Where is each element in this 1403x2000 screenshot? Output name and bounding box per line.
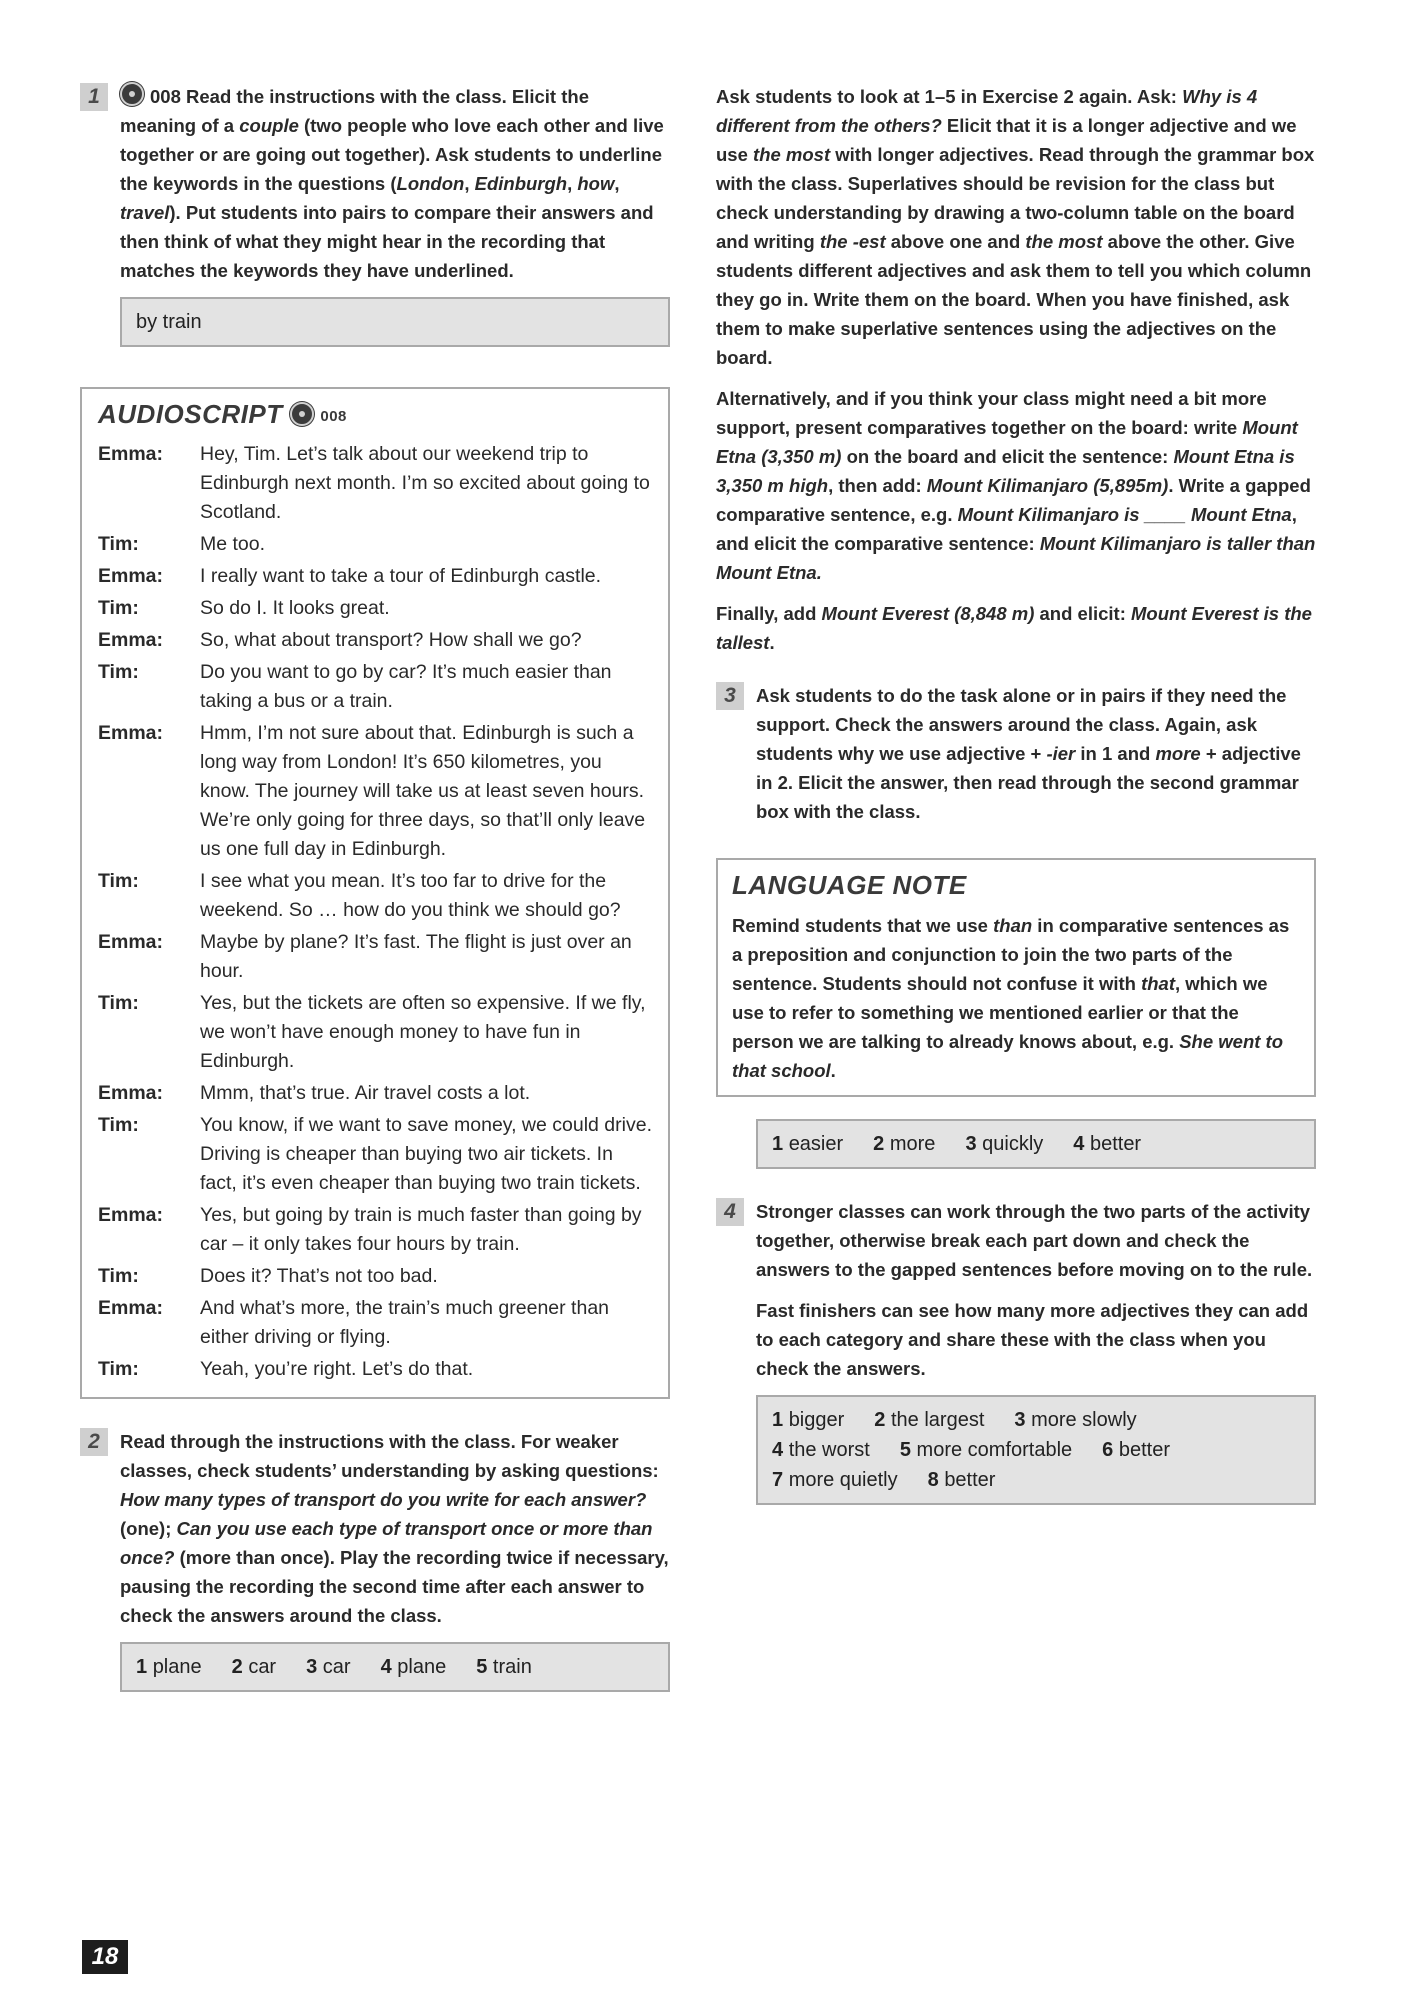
fast-finishers-text: Fast finishers can see how many more adjectives they can add to each category and share these with the class when you check the answers. [756,1300,1309,1379]
answer-number: 4 [1073,1133,1090,1155]
audioscript-title [98,399,654,430]
audioscript-heading: AUDIOSCRIPT [98,399,283,429]
answer-row [772,1405,1300,1435]
text-run: . [769,632,775,653]
answer-number: 5 [476,1656,493,1678]
italic-text: Mount Everest is the tallest [716,603,1312,653]
italic-text: Why is 4 different from the others? [716,86,1258,136]
answer-item [772,1409,844,1431]
italic-text: Mount Kilimanjaro (5,895m) [926,475,1169,496]
answer-value: better [944,1469,996,1491]
answer-value: more [889,1133,936,1155]
script-line [98,626,654,655]
answer-value: bigger [788,1409,845,1431]
page-number: 18 [82,1940,128,1974]
answer-value: more quietly [788,1469,898,1491]
italic-text: Mount Everest (8,848 m) [821,603,1035,624]
script-line [98,440,654,527]
italic-text: travel [120,202,170,223]
speech-text: Do you want to go by car? It’s much easier than taking a bus or a train. [200,661,612,712]
script-line [98,1262,654,1291]
text-run: above one and [885,231,1026,252]
left-column [80,82,670,1732]
answer-key-box [756,1395,1316,1505]
answer-value: the worst [788,1439,870,1461]
text-run: on the board and elicit the sentence: [841,446,1174,467]
text-run: , [567,173,578,194]
italic-text: How many types of transport do you write for each answer? [120,1489,647,1510]
audioscript-lines [98,440,654,1384]
answer-key-box [756,1119,1316,1169]
speech-text: Yeah, you’re right. Let’s do that. [200,1358,474,1380]
exercise-4-text: Stronger classes can work through the two parts of the activity together, otherwise break each part down and check the answers to the gapped sentences before moving on to the rule. [756,1201,1313,1280]
speech-text: I really want to take a tour of Edinburgh castle. [200,565,602,587]
speech-text: So do I. It looks great. [200,597,390,619]
italic-text: Mount Kilimanjaro is ____ Mount Etna [957,504,1292,525]
text-run: , then add: [828,475,927,496]
exercise-number: 2 [80,1428,108,1456]
script-line [98,594,654,623]
script-line [98,989,654,1076]
italic-text: Mount Kilimanjaro is taller than Mount Etna. [716,533,1316,583]
text-run: with longer adjectives. Read through the grammar box with the class. Superlatives should be revision for the class but check understanding by drawing a two-column table on the board and writing [716,144,1315,252]
answer-row [772,1465,1300,1495]
superlatives-paragraph [716,82,1316,372]
text-run: Read through the instructions with the class. For weaker classes, check students’ understanding by asking questions: [120,1431,659,1481]
answer-value: plane [152,1656,202,1678]
script-line [98,562,654,591]
answer-value: better [1089,1133,1142,1155]
italic-text: She went to that school [732,1031,1284,1081]
language-note-text [732,911,1300,1085]
italic-text: more [1155,743,1201,764]
answer-number: 1 [772,1133,789,1155]
audioscript-box [80,387,670,1399]
answer-item [965,1133,1043,1155]
speech-text: I see what you mean. It’s too far to drive for the weekend. So … how do you think we should go? [200,870,621,921]
exercise-3 [716,681,1316,838]
speaker-name: Tim: [98,992,139,1014]
answer-item [900,1439,1072,1461]
answer-value: car [322,1656,351,1678]
italic-text: -ier [1046,743,1076,764]
italic-text: the most [1025,231,1103,252]
speaker-name: Emma: [98,565,164,587]
script-line [98,1294,654,1352]
answer-item [1102,1439,1170,1461]
speech-text: So, what about transport? How shall we go? [200,629,582,651]
exercise-body [756,681,1316,838]
answer-item [928,1469,996,1491]
speaker-name: Emma: [98,443,164,465]
answer-value: more comfortable [916,1439,1073,1461]
answer-number: 2 [874,1409,891,1431]
answer-number: 4 [772,1439,789,1461]
script-line [98,1201,654,1259]
answer-number: 2 [873,1133,890,1155]
answer-number: 4 [380,1656,398,1678]
answer-item [1073,1133,1141,1155]
answer-number: 8 [927,1469,945,1491]
speech-text: And what’s more, the train’s much greener than either driving or flying. [200,1297,610,1348]
exercise-1-instructions [120,86,664,281]
answer-value: car [248,1656,277,1678]
exercise-number: 4 [716,1198,744,1226]
track-number: 008 [150,86,181,107]
speech-text: Mmm, that’s true. Air travel costs a lot. [200,1082,531,1104]
italic-text: couple [239,115,299,136]
answer-value: train [492,1656,532,1678]
right-column [716,82,1316,1545]
text-run: ). Put students into pairs to compare their answers and then think of what they might hear in the recording that matches the keywords they have underlined. [120,202,654,281]
exercise-body [756,1197,1316,1525]
italic-text: Can you use each type of transport once or more than once? [120,1518,653,1568]
answer-item [1014,1409,1136,1431]
text-run: , [464,173,475,194]
text-run: (one); [120,1518,177,1539]
text-run: above the other. Give students different adjectives and ask them to tell you which column they go in. Write them on the board. When you have finished, ask them to make superlative sentences using the adjectives on the board. [716,231,1312,368]
answer-value: more slowly [1031,1409,1137,1431]
answer-number: 3 [306,1656,323,1678]
speaker-name: Emma: [98,1082,164,1104]
text-run: (two people who love each other and live together or are going out together). Ask students to underline the keywords in the questions ( [120,115,664,194]
speaker-name: Tim: [98,533,139,555]
answer-number: 6 [1102,1439,1119,1461]
answer-number: 2 [231,1656,249,1678]
speaker-name: Tim: [98,1114,139,1136]
speech-text: Hmm, I’m not sure about that. Edinburgh is such a long way from London! It’s 650 kilometres, you know. The journey will take us at least seven hours. We’re only going for three days, so that’ll only leave us one full day in Edinburgh. [200,722,646,860]
script-line [98,719,654,864]
speaker-name: Tim: [98,1358,139,1380]
exercise-2-text [120,1427,670,1630]
speech-text: Yes, but the tickets are often so expensive. If we fly, we won’t have enough money to have fun in Edinburgh. [200,992,646,1072]
text-run: . [830,1060,836,1081]
script-line [98,928,654,986]
answer-number: 5 [899,1439,917,1461]
script-line [98,1355,654,1384]
text-run: , and elicit the comparative sentence: [716,504,1297,554]
answer-item [232,1656,276,1678]
italic-text: the -est [819,231,886,252]
italic-text: the most [753,144,831,165]
italic-text: Mount Etna (3,350 m) [716,417,1298,467]
text-run: , which we use to refer to something we mentioned earlier or that the person we are talking to already knows about, e.g. [732,973,1268,1052]
text-run: and elicit: [1034,603,1132,624]
audio-cd-icon[interactable] [290,402,314,426]
text-run: Alternatively, and if you think your class might need a bit more support, present comparatives together on the board: write [716,388,1267,438]
answer-item [873,1133,935,1155]
script-line [98,530,654,559]
answer-number: 7 [772,1469,789,1491]
italic-text: Edinburgh [474,173,568,194]
exercise-number: 3 [716,682,744,710]
answer-value: better [1118,1439,1170,1461]
text-run: , [614,173,620,194]
speaker-name: Emma: [98,629,164,651]
answer-value: plane [397,1656,447,1678]
answer-value: the largest [890,1409,985,1431]
text-run: (more than once). Play the recording twice if necessary, pausing the recording the second time after each answer to check the answers around the class. [120,1547,669,1626]
speech-text: Hey, Tim. Let’s talk about our weekend trip to Edinburgh next month. I’m so excited about going to Scotland. [200,443,650,523]
answer-number: 3 [1014,1409,1032,1431]
text-run: in 1 and [1075,743,1156,764]
speech-text: Yes, but going by train is much faster than going by car – it only takes four hours by train. [200,1204,642,1255]
italic-text: London [396,173,465,194]
audio-cd-icon[interactable] [120,82,144,106]
italic-text: Mount Etna is 3,350 m high [716,446,1295,496]
exercise-4 [716,1197,1316,1525]
speech-text: Does it? That’s not too bad. [200,1265,438,1287]
script-line [98,1111,654,1198]
everest-paragraph [716,599,1316,657]
text-run: Ask students to do the task alone or in pairs if they need the support. Check the answers around the class. Again, ask students why we use adjective + [756,685,1287,764]
answer-text: by train [136,311,202,333]
answer-value: quickly [982,1133,1044,1155]
speaker-name: Tim: [98,870,139,892]
exercise-body [120,1427,670,1712]
speaker-name: Emma: [98,1204,164,1226]
speech-text: Maybe by plane? It’s fast. The flight is just over an hour. [200,931,632,982]
answer-item [381,1656,447,1678]
exercise-2 [80,1427,670,1712]
answer-number: 3 [965,1133,983,1155]
speaker-name: Tim: [98,597,139,619]
exercise-body [120,82,670,367]
exercise-1 [80,82,670,367]
answer-number: 1 [136,1656,153,1678]
answer-item [136,1656,202,1678]
answer-item [476,1656,532,1678]
answer-item [772,1133,843,1155]
language-note-title: LANGUAGE NOTE [732,870,967,900]
italic-text: that [1141,973,1175,994]
answer-row [772,1435,1300,1465]
text-run: Ask students to look at 1–5 in Exercise 2 again. Ask: [716,86,1183,107]
text-run: Read the instructions with the class. Elicit the meaning of a [120,86,589,136]
speech-text: Me too. [200,533,266,555]
speaker-name: Tim: [98,1265,139,1287]
comparatives-paragraph [716,384,1316,587]
text-run: . Write a gapped comparative sentence, e.g. [716,475,1311,525]
exercise-number: 1 [80,83,108,111]
script-line [98,1079,654,1108]
answer-key-box [120,1642,670,1692]
italic-text: how [577,173,615,194]
answer-value: easier [788,1133,844,1155]
answer-item [772,1439,870,1461]
text-run: + adjective in 2. Elicit the answer, then read through the second grammar box with the class. [756,743,1301,822]
exercise-3-answers-wrap [716,1119,1316,1169]
exercise-3-text [756,681,1316,826]
text-run: Remind students that we use [732,915,994,936]
text-run: Finally, add [716,603,822,624]
script-line [98,867,654,925]
speaker-name: Tim: [98,661,139,683]
answer-item [772,1469,898,1491]
speaker-name: Emma: [98,722,164,744]
answer-number: 1 [772,1409,789,1431]
text-run: in comparative sentences as a preposition and conjunction to join the two parts of the sentence. Students should not confuse it with [732,915,1290,994]
exercise-1-text [120,82,670,285]
text-run: Elicit that it is a longer adjective and we use [716,115,1297,165]
script-line [98,658,654,716]
answer-item [306,1656,350,1678]
italic-text: than [993,915,1033,936]
track-number: 008 [320,408,347,425]
answer-key-box [120,297,670,347]
answer-item [874,1409,984,1431]
language-note-box [716,858,1316,1097]
speaker-name: Emma: [98,931,164,953]
speaker-name: Emma: [98,1297,164,1319]
speech-text: You know, if we want to save money, we could drive. Driving is cheaper than buying two air tickets. In fact, it’s even cheaper than buying two train tickets. [200,1114,652,1194]
